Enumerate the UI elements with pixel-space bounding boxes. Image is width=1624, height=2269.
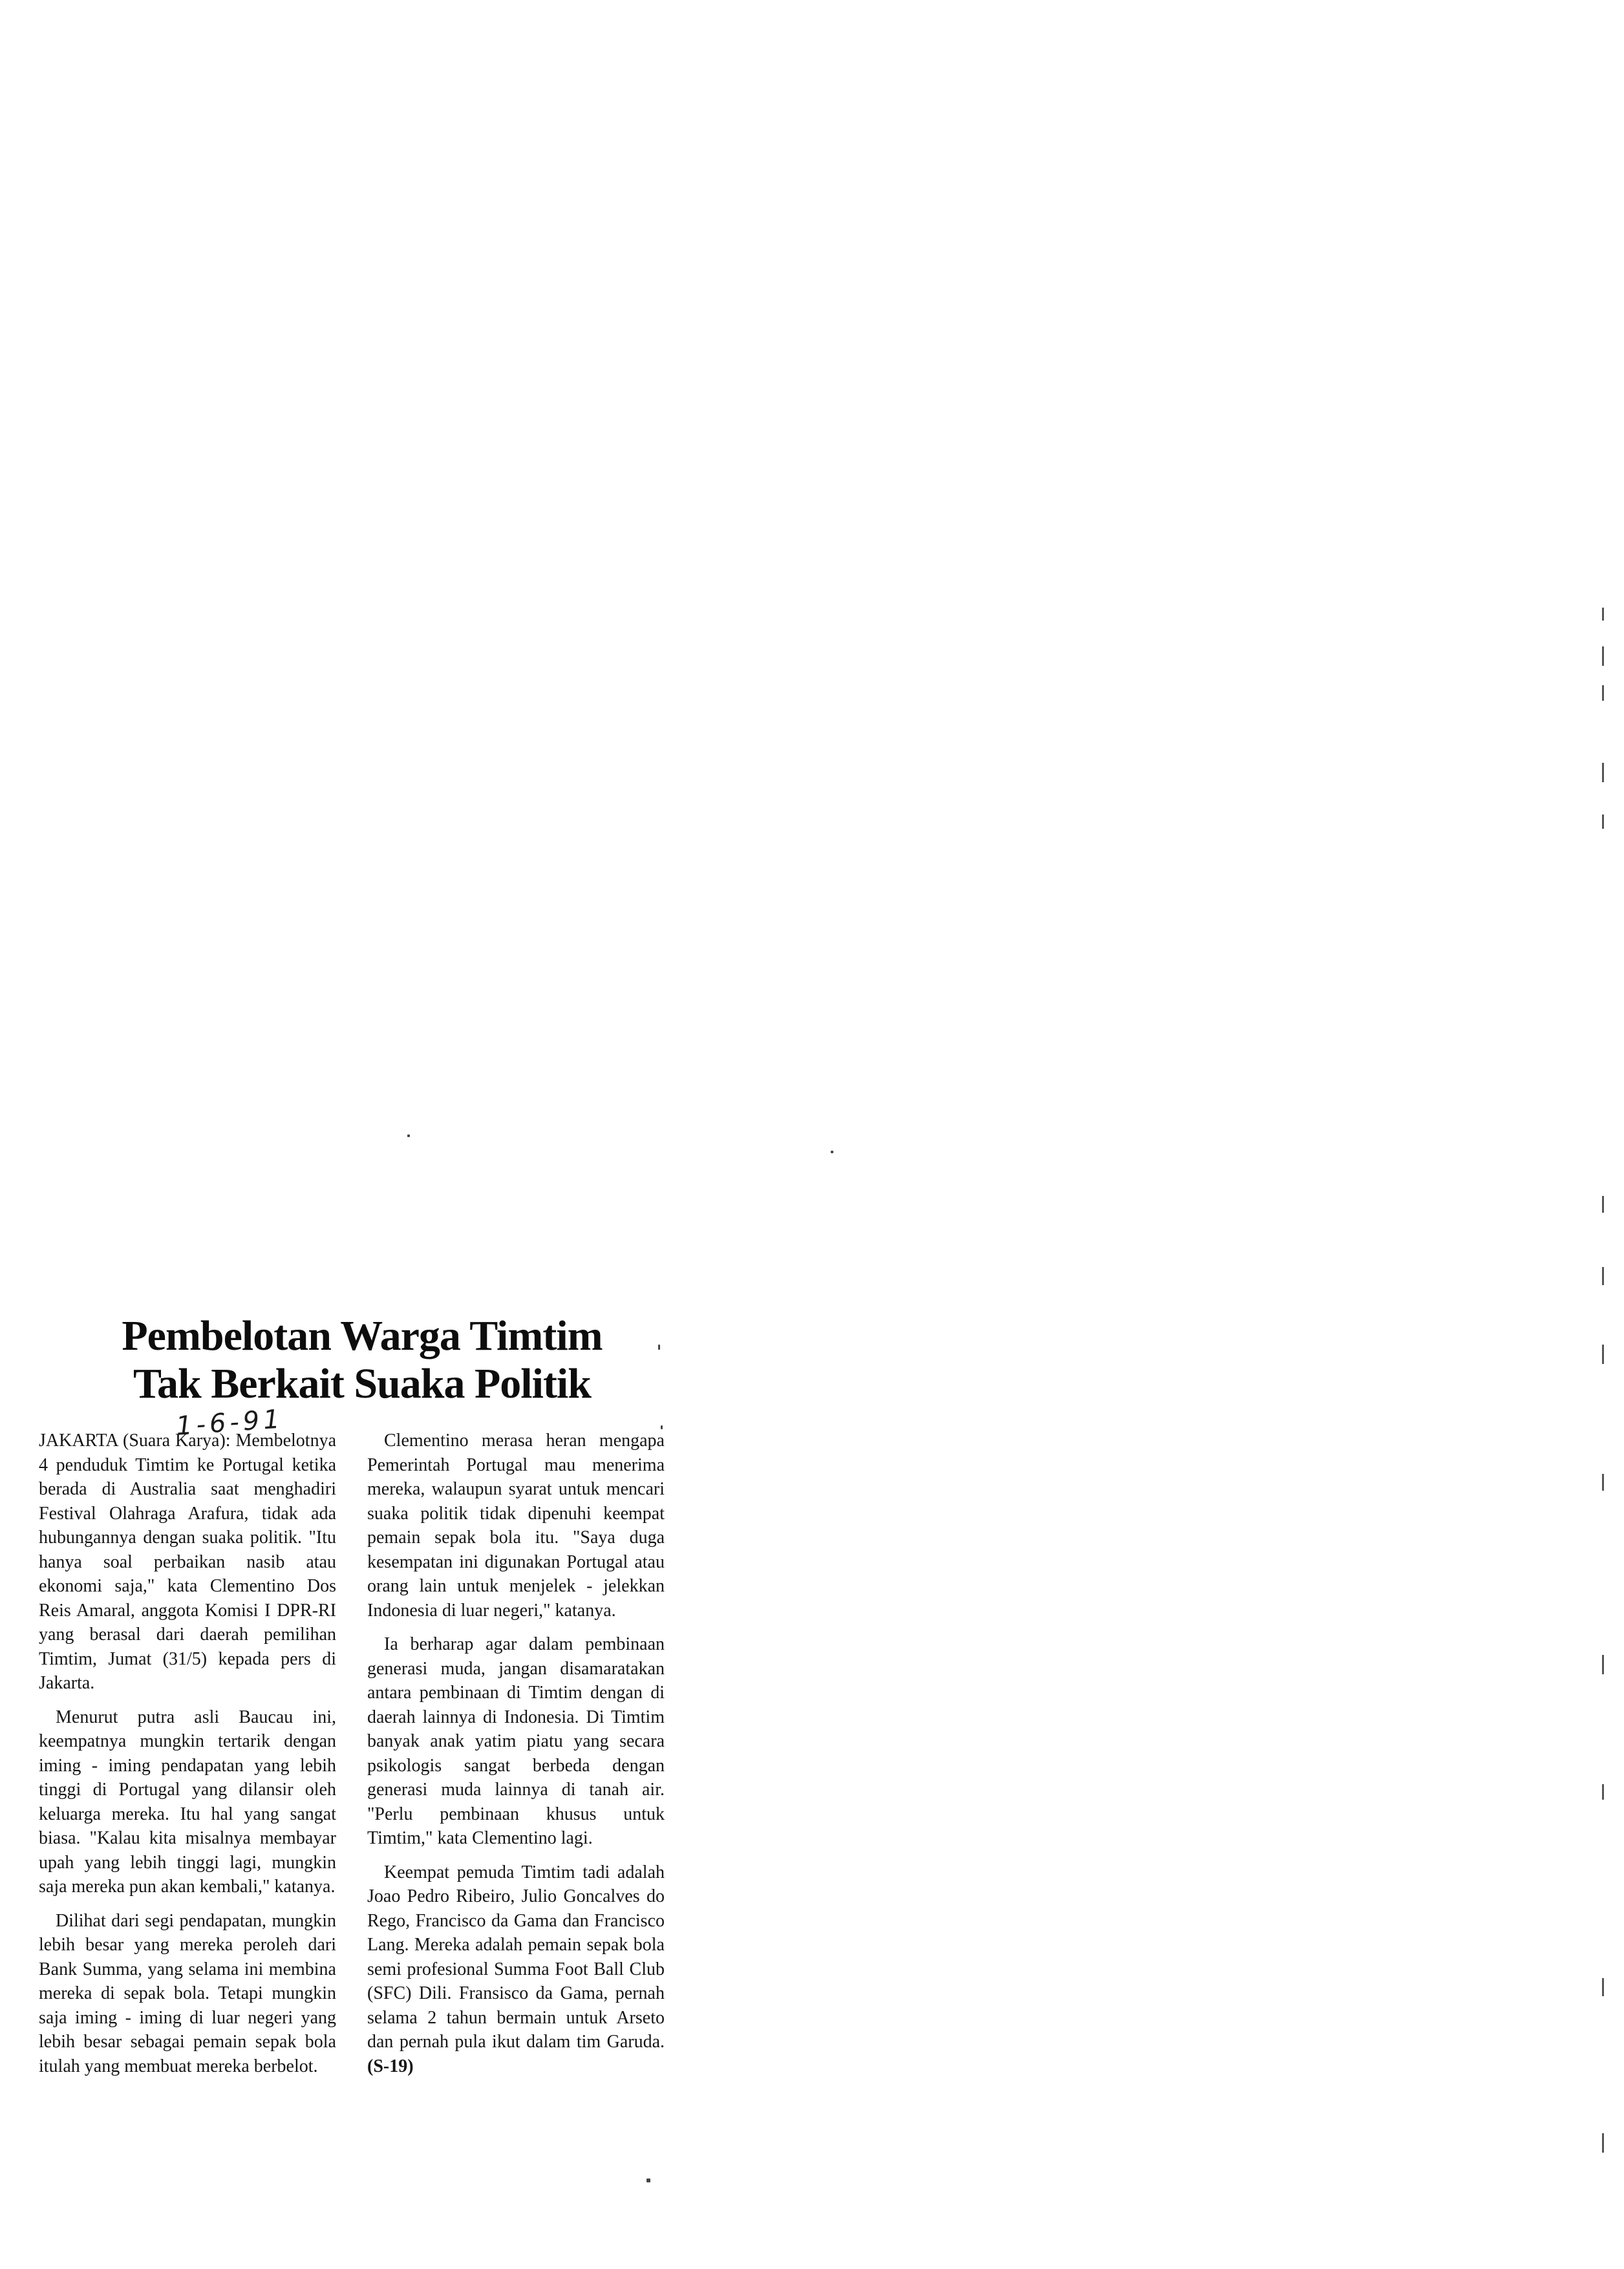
scan-edge-mark [1602,815,1604,829]
paragraph: Clementino merasa heran mengapa Pemerintah Portugal mau menerima mereka, walaupun syarat untuk mencari suaka politik tidak dipenuhi keempat pemain sepak bola itu. "Saya duga kesempatan ini digunakan Portugal atau orang lain untuk menjelek - jelekkan Indonesia di luar negeri," katanya. [367,1431,665,1621]
scan-edge-mark [1602,1784,1604,1800]
article-column-left [39,1429,336,2088]
scan-speck [831,1151,833,1153]
author-credit: (S-19) [367,2056,414,2076]
scan-edge-mark [1602,763,1604,782]
scan-edge-mark [1602,608,1604,621]
scan-speck [658,1345,660,1350]
newspaper-clipping [39,1312,685,2217]
headline-line-1: Pembelotan Warga Timtim [122,1312,603,1359]
scan-edge-mark [1602,1474,1604,1491]
paragraph: Ia berharap agar dalam pembinaan generasi muda, jangan disamaratakan antara pembinaan di Timtim dengan di daerah lainnya di Indonesia. Di Timtim banyak anak yatim piatu yang secara psikologis sangat berbeda dengan generasi muda lainnya di tanah air. "Perlu pembinaan khusus untuk Timtim," kata Clementino lagi. [367,1634,665,1848]
article-headline [39,1312,685,1408]
scan-edge-mark [1602,1655,1604,1674]
paragraph [367,1860,665,2079]
scan-speck [407,1134,410,1137]
scan-edge-mark [1602,1345,1604,1364]
scan-edge-mark [1602,2133,1604,2153]
scan-edge-mark [1602,685,1604,701]
article-column-right [367,1429,665,2088]
scan-speck [646,2178,650,2182]
scan-edge-mark [1602,1196,1604,1213]
handwritten-date: 1-6-91 [175,1404,285,1442]
headline-line-2: Tak Berkait Suaka Politik [133,1360,591,1407]
scan-edge-mark [1602,646,1604,666]
scan-edge-mark [1602,1267,1604,1285]
scan-speck [661,1425,663,1429]
paragraph-text: Keempat pemuda Timtim tadi adalah Joao Pedro Ribeiro, Julio Goncalves do Rego, Francisco da Gama dan Francisco Lang. Mereka adalah pemain sepak bola semi profesional Summa Foot Ball Club (SFC) Dili. Fransisco da Gama, pernah selama 2 tahun bermain untuk Arseto dan pernah pula ikut dalam tim Garuda. [367,1862,665,2052]
paragraph: JAKARTA (Suara Karya): Membelotnya 4 penduduk Timtim ke Portugal ketika berada di Australia saat menghadiri Festival Olahraga Arafura, tidak ada hubungannya dengan suaka politik. "Itu hanya soal perbaikan nasib atau ekonomi saja," kata Clementino Dos Reis Amaral, anggota Komisi I DPR-RI yang berasal dari daerah pemilihan Timtim, Jumat (31/5) kepada pers di Jakarta. [39,1431,336,1693]
scan-edge-mark [1602,1978,1604,1996]
paragraph: Dilihat dari segi pendapatan, mungkin lebih besar yang mereka peroleh dari Bank Summa, yang selama ini membina mereka di sepak bola. Tetapi mungkin saja iming - iming di luar negeri yang lebih besar sebagai pemain sepak bola itulah yang membuat mereka berbelot. [39,1910,336,2076]
paragraph: Menurut putra asli Baucau ini, keempatnya mungkin tertarik dengan iming - iming pendapatan yang lebih tinggi di Portugal yang dilansir oleh keluarga mereka. Itu hal yang sangat biasa. "Kalau kita misalnya membayar upah yang lebih tinggi lagi, mungkin saja mereka pun akan kembali," katanya. [39,1707,336,1897]
